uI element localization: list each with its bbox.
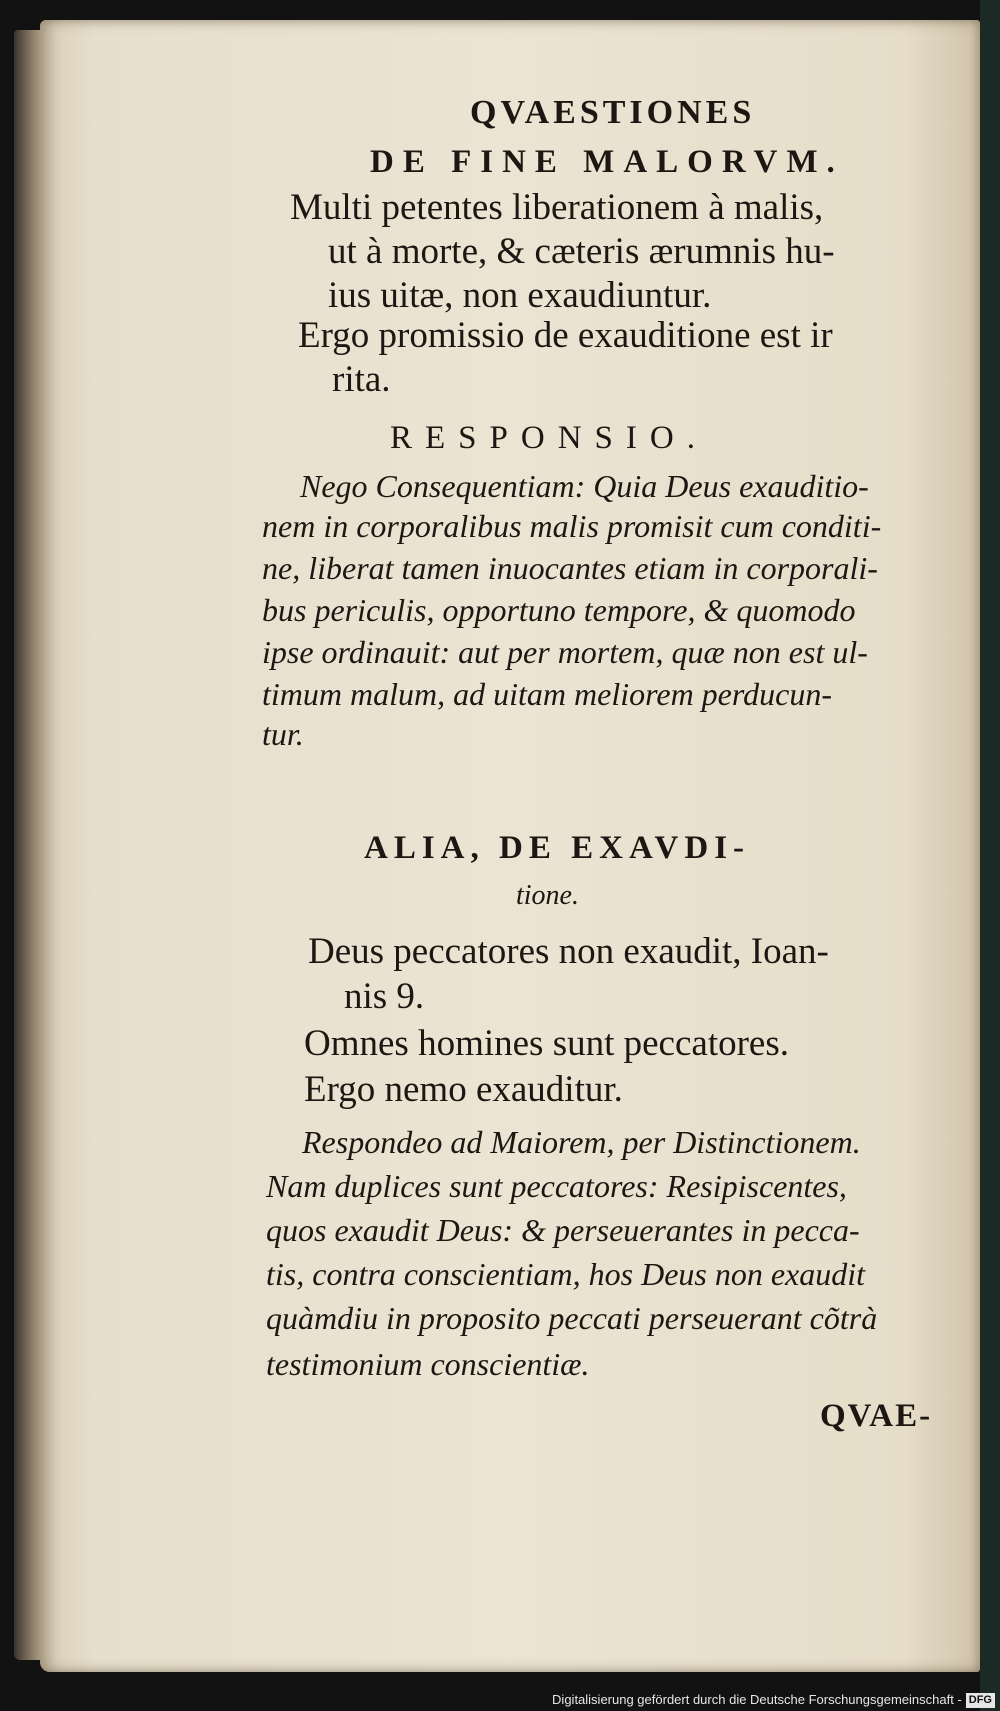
text-line: rita. [332,359,391,400]
text-line: ne, liberat tamen inuocantes etiam in corporali- [262,550,878,586]
credit-text: Digitalisierung gefördert durch die Deutsche Forschungsgemeinschaft - [552,1692,962,1707]
text-line: Nego Consequentiam: Quia Deus exauditio- [300,468,869,504]
text-line: nis 9. [344,976,425,1017]
alia-heading-continued: tione. [516,880,579,911]
text-line: bus periculis, opportuno tempore, & quomodo [262,592,856,628]
section-title: DE FINE MALORVM. [370,144,844,180]
responsio-heading: RESPONSIO. [390,420,708,456]
text-line: Nam duplices sunt peccatores: Resipiscentes, [266,1168,847,1204]
text-line: tur. [262,716,304,752]
running-title: QVAESTIONES [470,94,756,131]
text-line: testimonium conscientiæ. [266,1346,590,1382]
text-line: Ergo promissio de exauditione est ir [298,315,833,356]
text-line: tis, contra conscientiam, hos Deus non exaudit [266,1256,866,1292]
text-line: timum malum, ad uitam meliorem perducun- [262,676,832,712]
book-board-edge [980,0,1000,1711]
text-line: ius uitæ, non exaudiuntur. [328,275,712,316]
book-page [40,20,980,1672]
text-line: ipse ordinauit: aut per mortem, quæ non est ul- [262,634,868,670]
catchword: QVAE- [820,1398,933,1434]
text-line: Respondeo ad Maiorem, per Distinctionem. [302,1124,861,1160]
text-line: ut à morte, & cæteris ærumnis hu- [328,231,835,272]
text-line: quos exaudit Deus: & perseuerantes in pecca- [266,1212,860,1248]
text-line: Multi petentes liberationem à malis, [290,187,824,228]
text-line: nem in corporalibus malis promisit cum conditi- [262,508,882,544]
text-line: quàmdiu in proposito peccati perseuerant cõtrà [266,1300,878,1336]
alia-heading: ALIA, DE EXAVDI- [364,830,751,866]
dfg-logo: DFG [966,1693,995,1708]
text-line: Deus peccatores non exaudit, Ioan- [308,931,829,972]
text-line: Ergo nemo exauditur. [304,1069,623,1110]
digitization-credit [0,1688,995,1711]
text-line: Omnes homines sunt peccatores. [304,1023,789,1064]
